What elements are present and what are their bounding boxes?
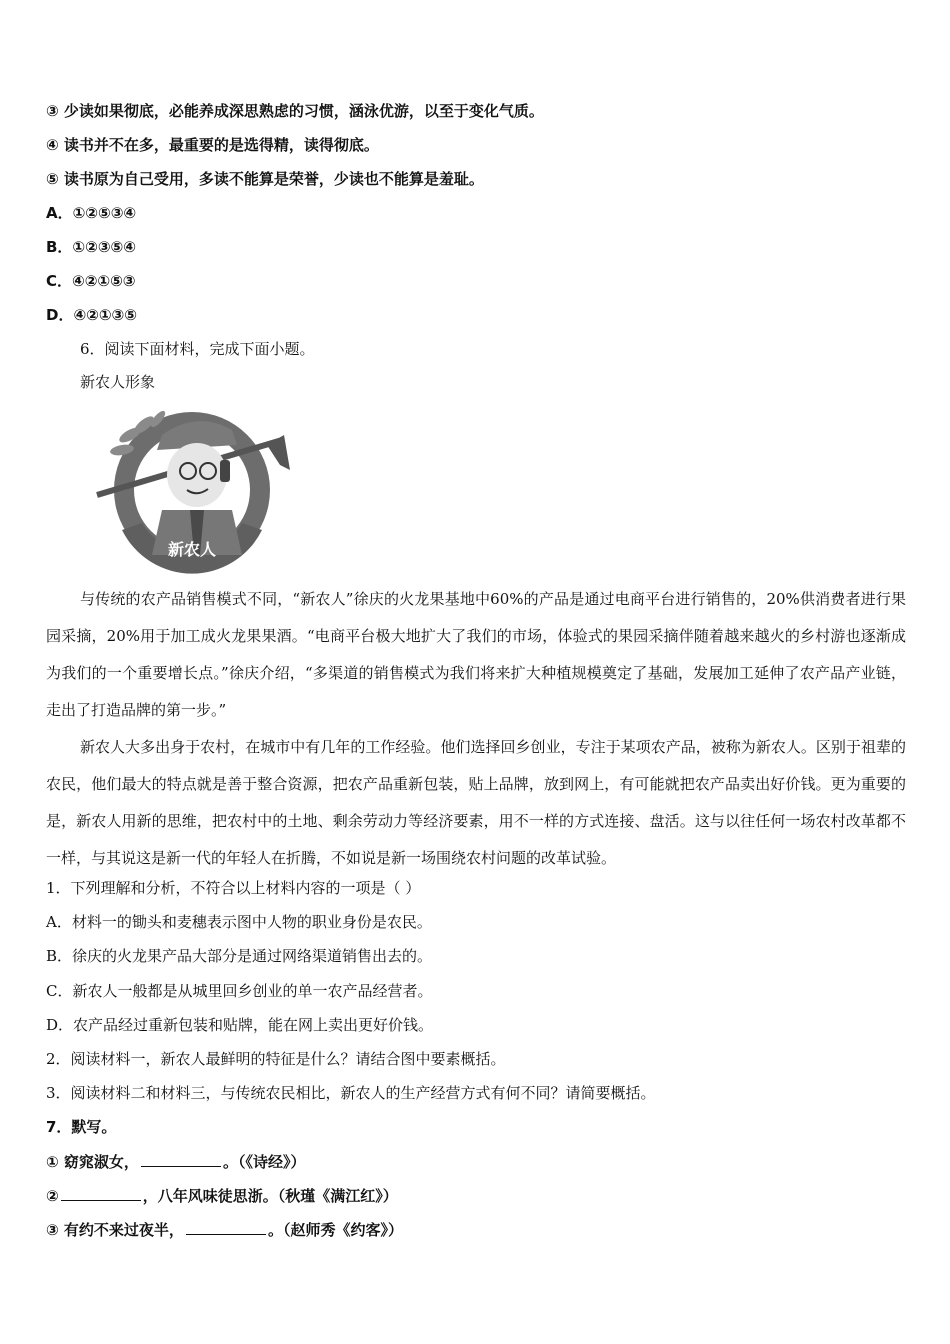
question-6-header: 6．阅读下面材料，完成下面小题。 — [80, 340, 315, 358]
dictation-1-suffix: 。（《诗经》） — [222, 1153, 306, 1171]
material-paragraph-2: 新农人大多出身于农村，在城市中有几年的工作经验。他们选择回乡创业，专注于某项农产品，被称为新农人。区别于祖辈的农民，他们最大的特点就是善于整合资源，把农产品重新包装，贴上品牌，放到网上，有可能就把农产品卖出好价钱。更为重要的是，新农人用新的思维，把农村中的土地、剩余劳动力等经济要素，用不一样的方式连接、盘活。这与以往任何一场农村改革都不一样，与其说这是新一代的年轻人在折腾，不如说是新一场围绕农村问题的改革试验。 — [46, 738, 906, 867]
sub-question-1: 1．下列理解和分析，不符合以上材料内容的一项是（ ） — [46, 879, 421, 897]
dictation-line-1 — [46, 1151, 305, 1172]
material-paragraph-1: 与传统的农产品销售模式不同，“新农人”徐庆的火龙果基地中60%的产品是通过电商平台进行销售的，20%供消费者进行果园采摘，20%用于加工成火龙果果酒。“电商平台极大地扩大了我们的市场，体验式的果园采摘伴随着越来越火的乡村游也逐渐成为我们的一个重要增长点。”徐庆介绍，“多渠道的销售模式为我们将来扩大种植规模奠定了基础，发展加工延伸了农产品产业链，走出了打造品牌的第一步。” — [46, 590, 906, 719]
sub-question-1-option-a: A．材料一的锄头和麦穗表示图中人物的职业身份是农民。 — [46, 913, 432, 931]
dictation-2-prefix: ② — [46, 1187, 59, 1205]
dictation-3-prefix: ③ 有约不来过夜半， — [46, 1221, 184, 1239]
option-b: B．①②③⑤④ — [46, 238, 136, 256]
sentence-4: ④ 读书并不在多，最重要的是选得精，读得彻底。 — [46, 136, 379, 154]
question-7-header: 7．默写。 — [46, 1118, 117, 1136]
sub-question-1-option-c: C．新农人一般都是从城里回乡创业的单一农产品经营者。 — [46, 982, 433, 1000]
sub-question-2: 2．阅读材料一，新农人最鲜明的特征是什么？请结合图中要素概括。 — [46, 1050, 506, 1068]
dictation-3-suffix: 。（赵师秀《约客》） — [267, 1221, 403, 1239]
sub-question-3: 3．阅读材料二和材料三，与传统农民相比，新农人的生产经营方式有何不同？请简要概括。 — [46, 1084, 656, 1102]
sub-question-1-option-b: B．徐庆的火龙果产品大部分是通过网络渠道销售出去的。 — [46, 947, 433, 965]
dictation-1-blank[interactable] — [141, 1151, 221, 1167]
sentence-5: ⑤ 读书原为自己受用，多读不能算是荣誉，少读也不能算是羞耻。 — [46, 170, 484, 188]
new-farmer-logo — [92, 405, 292, 575]
option-a: A．①②⑤③④ — [46, 204, 137, 222]
dictation-2-suffix: ，八年风味徒思浙。（秋瑾《满江红》） — [142, 1187, 398, 1205]
dictation-1-prefix: ① 窈窕淑女， — [46, 1153, 139, 1171]
material-title: 新农人形象 — [80, 373, 156, 391]
sub-question-1-option-d: D．农产品经过重新包装和贴牌，能在网上卖出更好价钱。 — [46, 1016, 434, 1034]
dictation-line-3 — [46, 1219, 403, 1240]
sentence-3: ③ 少读如果彻底，必能养成深思熟虑的习惯，涵泳优游，以至于变化气质。 — [46, 102, 544, 120]
logo-text: 新农人 — [167, 540, 217, 559]
option-c: C．④②①⑤③ — [46, 272, 136, 290]
option-d: D．④②①③⑤ — [46, 306, 137, 324]
dictation-2-blank[interactable] — [61, 1185, 141, 1201]
dictation-line-2 — [46, 1185, 398, 1206]
dictation-3-blank[interactable] — [186, 1219, 266, 1235]
